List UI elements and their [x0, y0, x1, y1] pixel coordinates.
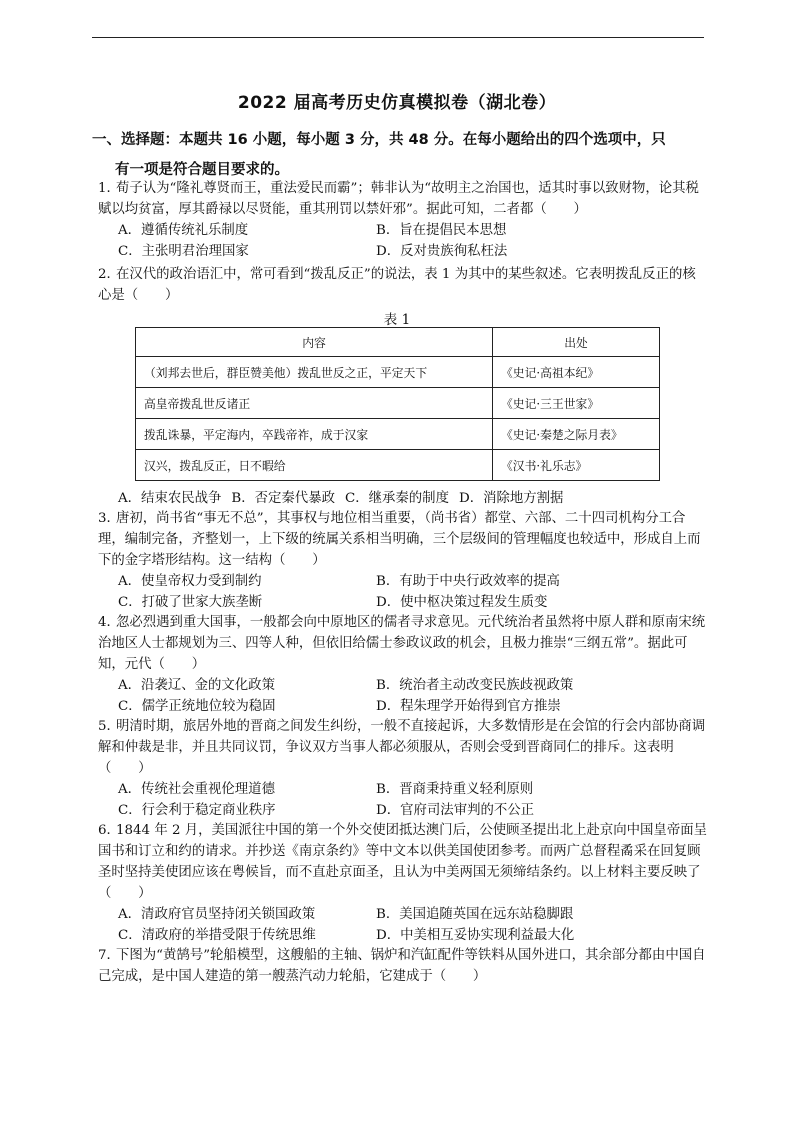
question-text: 下图为“黄鹄号”轮船模型，这艘船的主轴、锅炉和汽缸配件等铁料从国外进口，其余部分都由中国自己完成，是中国人建造的第一艘蒸汽动力轮船，它建成于（ ）: [98, 948, 706, 984]
question-text: 忽必烈遇到重大国事，一般都会向中原地区的儒者寻求意见。元代统治者虽然将中原人群和原南宋统治地区人士都规划为三、四等人种，但依旧给儒士参政议政的机会，且极力推崇“三纲五常”。据此可知，元代（ ）: [98, 615, 706, 672]
option-d[interactable]: D．消除地方割据: [458, 491, 564, 506]
question-stem: [98, 508, 708, 571]
options: [98, 220, 708, 262]
table-cell: 《汉书·礼乐志》: [493, 450, 660, 481]
option-c[interactable]: C．主张明君治理国家: [118, 244, 249, 259]
question-number: 5．: [98, 719, 120, 734]
option-b[interactable]: B．美国追随英国在远东站稳脚跟: [376, 907, 574, 922]
section-heading-line2: 有一项是符合题目要求的。: [115, 162, 289, 178]
option-c[interactable]: C．清政府的举措受限于传统思维: [118, 928, 316, 943]
option-d[interactable]: D．反对贵族徇私枉法: [376, 244, 508, 259]
options: [98, 488, 708, 509]
table-cell: 汉兴，拨乱反正，日不暇给: [136, 450, 493, 481]
option-a[interactable]: A．结束农民战争: [118, 491, 222, 506]
option-b[interactable]: B．有助于中央行政效率的提高: [376, 574, 560, 589]
table-row: [136, 388, 660, 419]
question-number: 7．: [98, 948, 120, 963]
options: [98, 779, 708, 821]
question-stem: [98, 716, 708, 779]
table-header: 内容: [136, 328, 493, 357]
question-4: [98, 612, 708, 717]
question-3: [98, 508, 708, 613]
option-b[interactable]: B．统治者主动改变民族歧视政策: [376, 678, 574, 693]
option-c[interactable]: C．继承秦的制度: [344, 491, 449, 506]
option-a[interactable]: A．传统社会重视伦理道德: [118, 782, 275, 797]
option-c[interactable]: C．打破了世家大族垄断: [118, 595, 263, 610]
table-1: [135, 327, 660, 481]
question-text: 明清时期，旅居外地的晋商之间发生纠纷，一般不直接起诉，大多数情形是在会馆的行会内部协商调解和仲裁是非，并且共同议罚，争议双方当事人都必须服从，否则会受到晋商同仁的排斥。这表明（ ）: [98, 719, 706, 776]
options: [98, 904, 708, 946]
option-c[interactable]: C．儒学正统地位较为稳固: [118, 699, 276, 714]
option-d[interactable]: D．官府司法审判的不公正: [376, 803, 535, 818]
table-cell: 《史记·秦楚之际月表》: [493, 419, 660, 450]
options: [98, 675, 708, 717]
question-7: [98, 945, 708, 987]
question-5: [98, 716, 708, 821]
question-text: 荀子认为“隆礼尊贤而王，重法爱民而霸”；韩非认为“故明主之治国也，适其时事以致财物，论其税赋以均贫富，厚其爵禄以尽贤能，重其刑罚以禁奸邪”。据此可知，二者都（ ）: [98, 181, 699, 217]
option-b[interactable]: B．否定秦代暴政: [231, 491, 335, 506]
option-c[interactable]: C．行会利于稳定商业秩序: [118, 803, 276, 818]
table-cell: 《史记·高祖本纪》: [493, 357, 660, 388]
table-header-row: [136, 328, 660, 357]
question-stem: [98, 178, 708, 220]
option-a[interactable]: A．使皇帝权力受到制约: [118, 574, 262, 589]
options: [98, 571, 708, 613]
question-stem: [98, 945, 708, 987]
section-heading: [92, 125, 712, 185]
option-b[interactable]: B．晋商秉持重义轻利原则: [376, 782, 534, 797]
question-stem: [98, 264, 708, 306]
table-caption: 表 1: [383, 312, 411, 328]
question-2: [98, 264, 708, 306]
table-row: [136, 450, 660, 481]
section-heading-line1: 一、选择题：本题共 16 小题，每小题 3 分，共 48 分。在每小题给出的四个选项中，只: [92, 132, 666, 148]
table-header: 出处: [493, 328, 660, 357]
option-a[interactable]: A．沿袭辽、金的文化政策: [118, 678, 275, 693]
question-text: 在汉代的政治语汇中，常可看到“拨乱反正”的说法，表 1 为其中的某些叙述。它表明拨乱反正的核心是（ ）: [98, 267, 696, 303]
option-d[interactable]: D．中美相互妥协实现利益最大化: [376, 928, 575, 943]
question-number: 1．: [98, 181, 120, 196]
question-number: 3．: [98, 511, 120, 526]
option-a[interactable]: A．清政府官员坚持闭关锁国政策: [118, 907, 316, 922]
question-number: 2．: [98, 267, 120, 282]
question-text: 唐初，尚书省“事无不总”，其事权与地位相当重要，（尚书省）都堂、六部、二十四司机构分工合理，编制完备，齐整划一，上下级的统属关系相当明确，三个层级间的管理幅度也较适中，形成自上而下的金字塔形结构。这一结构（ ）: [98, 511, 701, 568]
question-stem: [98, 820, 708, 904]
table-cell: 拨乱诛暴，平定海内，卒践帝祚，成于汉家: [136, 419, 493, 450]
table-row: [136, 419, 660, 450]
question-number: 4．: [98, 615, 120, 630]
question-2-options: [98, 488, 708, 509]
option-d[interactable]: D．使中枢决策过程发生质变: [376, 595, 548, 610]
question-number: 6．: [98, 823, 120, 838]
option-d[interactable]: D．程朱理学开始得到官方推崇: [376, 699, 561, 714]
table-row: [136, 357, 660, 388]
question-1: [98, 178, 708, 262]
table-cell: 《史记·三王世家》: [493, 388, 660, 419]
question-6: [98, 820, 708, 946]
question-text: 1844 年 2 月，美国派往中国的第一个外交使团抵达澳门后，公使顾圣提出北上赴京向中国皇帝面呈国书和订立和约的请求。并抄送《南京条约》等中文本以供美国使团参考。而两广总督程矞采在回复顾圣时坚持美使团应该在粤候旨，而不直赴京面圣，且认为中美两国无须缔结条约。以上材料主要反映了（ ）: [98, 823, 707, 901]
page-title: 2022 届高考历史仿真模拟卷（湖北卷）: [237, 93, 557, 113]
question-stem: [98, 612, 708, 675]
option-a[interactable]: A．遵循传统礼乐制度: [118, 223, 249, 238]
table-cell: 高皇帝拨乱世反诸正: [136, 388, 493, 419]
header-rule: [92, 37, 704, 38]
table-cell: （刘邦去世后，群臣赞美他）拨乱世反之正，平定天下: [136, 357, 493, 388]
option-b[interactable]: B．旨在提倡民本思想: [376, 223, 507, 238]
